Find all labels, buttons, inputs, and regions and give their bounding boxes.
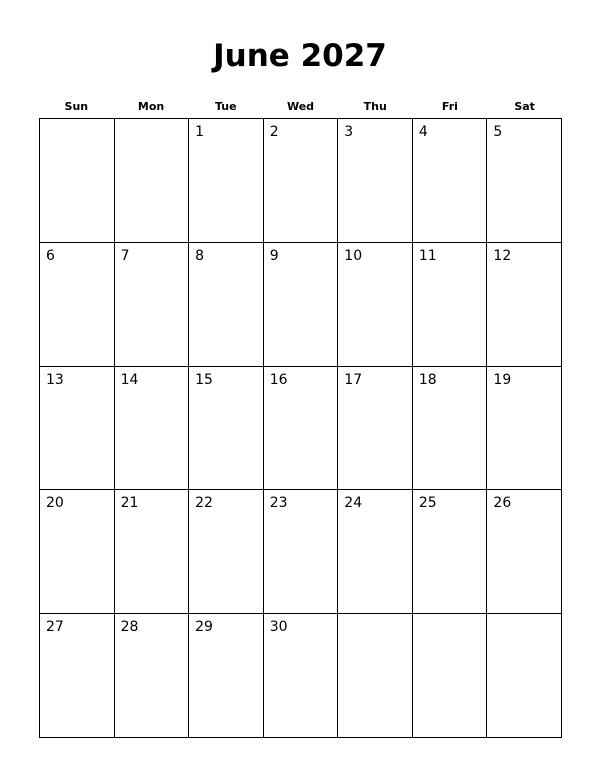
day-number: 6 — [46, 247, 55, 264]
day-cell — [115, 367, 190, 491]
weekday-thu: Thu — [363, 100, 387, 113]
weekday-sun: Sun — [64, 100, 89, 113]
day-number: 16 — [269, 371, 288, 388]
day-number: 21 — [120, 495, 139, 512]
day-number: 24 — [344, 495, 363, 512]
day-cell — [189, 243, 264, 367]
day-number: 4 — [418, 124, 428, 140]
day-cell — [338, 119, 413, 243]
day-cell — [338, 367, 413, 491]
day-cell — [115, 614, 190, 738]
day-cell — [487, 367, 562, 491]
weekday-wed: Wed — [286, 100, 315, 113]
day-cell — [487, 243, 562, 367]
day-number: 27 — [46, 619, 64, 636]
day-number: 17 — [344, 371, 363, 388]
day-cell — [413, 490, 488, 614]
weekday-header-row — [39, 99, 562, 115]
weekday-mon: Mon — [137, 100, 165, 113]
day-number: 22 — [195, 495, 213, 512]
day-number: 29 — [195, 619, 213, 636]
day-number: 20 — [46, 495, 64, 512]
day-number: 28 — [120, 619, 139, 636]
weekday-sat: Sat — [514, 100, 535, 113]
day-cell — [40, 119, 115, 243]
day-cell — [487, 614, 562, 738]
day-number: 1 — [195, 124, 205, 140]
day-cell — [413, 119, 488, 243]
day-cell — [487, 119, 562, 243]
day-number: 10 — [344, 247, 363, 264]
day-number: 14 — [120, 371, 139, 388]
day-cell — [264, 614, 339, 738]
day-number: 5 — [493, 124, 503, 140]
day-cell — [413, 367, 488, 491]
day-cell — [40, 614, 115, 738]
day-cell — [115, 119, 190, 243]
day-number: 26 — [493, 495, 512, 512]
day-cell — [40, 367, 115, 491]
day-number: 19 — [493, 371, 512, 388]
day-cell — [338, 614, 413, 738]
day-number: 3 — [344, 124, 354, 140]
day-number: 15 — [195, 371, 213, 388]
day-cell — [264, 243, 339, 367]
day-cell — [40, 243, 115, 367]
day-number: 30 — [269, 619, 288, 636]
day-number: 13 — [46, 371, 64, 388]
calendar-grid — [39, 118, 562, 738]
day-cell — [487, 490, 562, 614]
day-number: 2 — [269, 124, 279, 140]
day-number: 23 — [269, 495, 288, 512]
day-cell — [115, 490, 190, 614]
day-cell — [338, 243, 413, 367]
day-number: 7 — [120, 247, 130, 264]
day-cell — [189, 119, 264, 243]
calendar-title: June 2027 — [213, 38, 387, 74]
day-cell — [264, 119, 339, 243]
day-cell — [413, 243, 488, 367]
day-cell — [189, 490, 264, 614]
weekday-fri: Fri — [441, 100, 458, 113]
day-cell — [338, 490, 413, 614]
day-cell — [115, 243, 190, 367]
day-number: 8 — [195, 247, 205, 264]
day-number: 11 — [418, 247, 437, 264]
weekday-tue: Tue — [214, 100, 237, 113]
day-number: 25 — [418, 495, 437, 512]
day-cell — [413, 614, 488, 738]
day-number: 9 — [269, 247, 279, 264]
day-cell — [264, 490, 339, 614]
day-cell — [40, 490, 115, 614]
day-cell — [264, 367, 339, 491]
day-number: 12 — [493, 247, 512, 264]
day-cell — [189, 367, 264, 491]
day-number: 18 — [418, 371, 437, 388]
day-cell — [189, 614, 264, 738]
